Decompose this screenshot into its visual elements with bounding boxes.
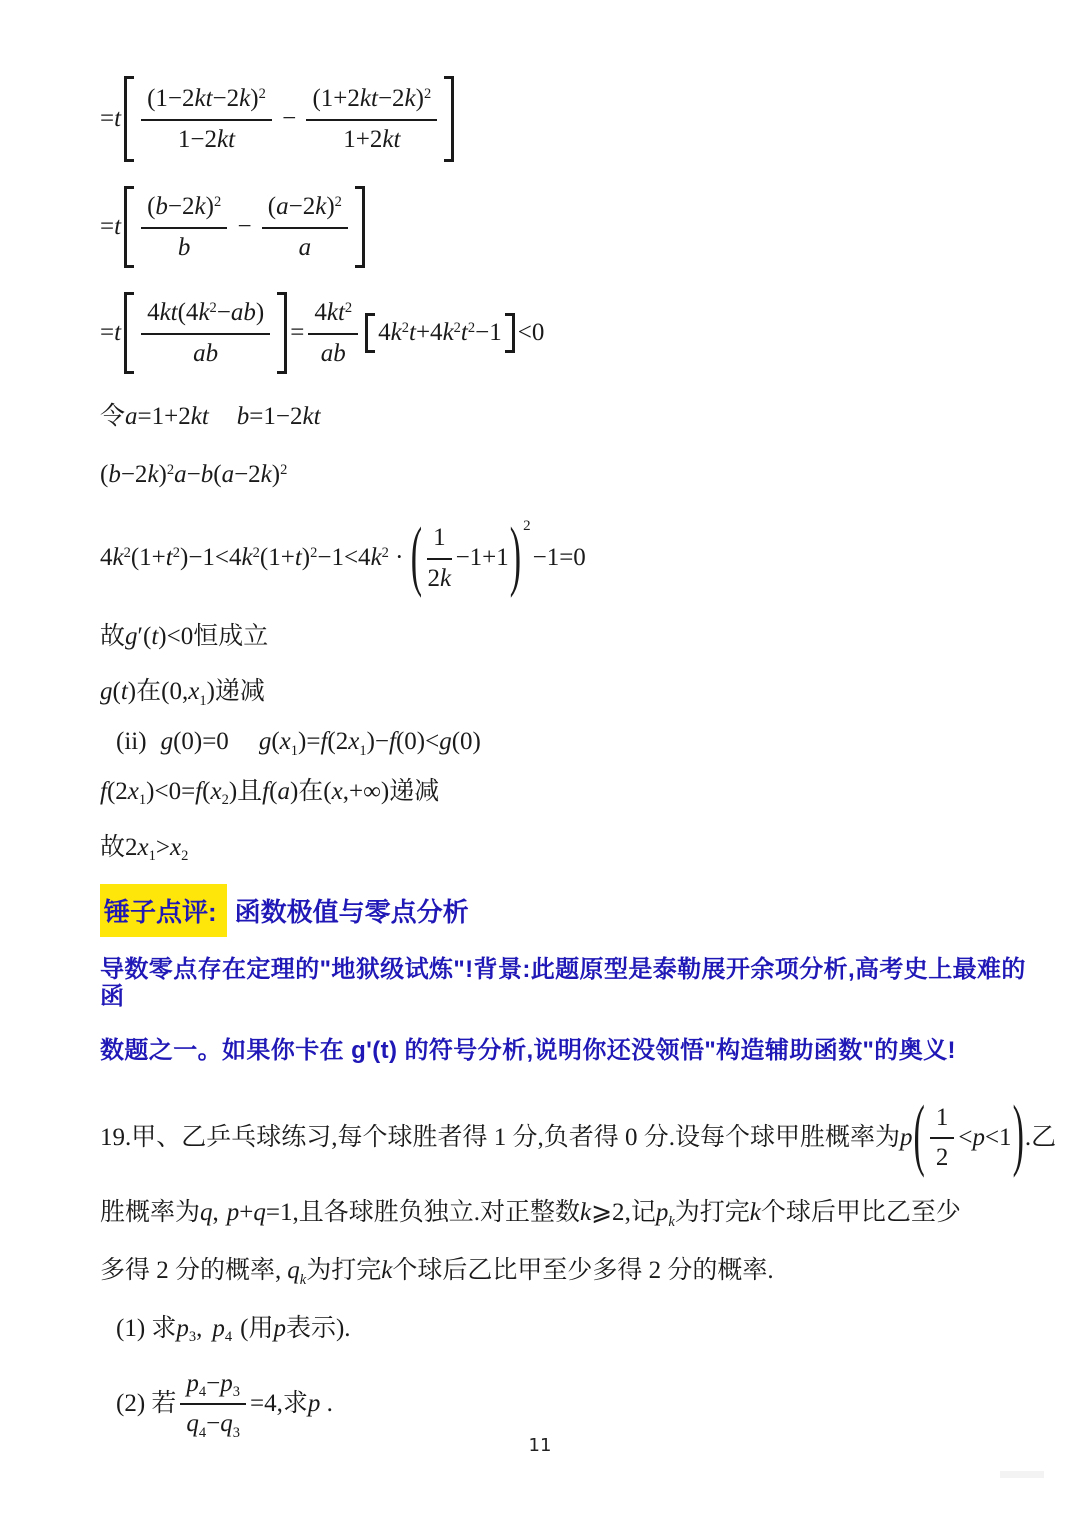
- equation-line-4: [100, 400, 1040, 434]
- fraction-numerator: [180, 1366, 246, 1406]
- left-bracket: [365, 313, 375, 353]
- text-run: g(t)在$(0,x_1)$递减: [100, 678, 265, 709]
- paren-glyph: ): [509, 513, 522, 600]
- subscript: 4: [198, 1384, 207, 1401]
- text-run: 故g′(t)<0恒成立: [100, 622, 269, 650]
- text-run: (1) 求$p_3$,: [116, 1314, 203, 1346]
- text-run: <0: [517, 319, 545, 347]
- text-run: −: [231, 213, 258, 241]
- fraction-numerator: [306, 81, 437, 121]
- left-bracket: [124, 292, 134, 374]
- text-run: =t: [100, 105, 122, 133]
- subscript: k: [668, 1213, 675, 1230]
- text-run: 1−2kt: [177, 126, 236, 153]
- superscript: 2: [209, 300, 217, 317]
- left-bracket: [124, 76, 134, 162]
- comment-body-line-1: 导数零点存在定理的"地狱级试炼"!背景:此题原型是泰勒展开余项分析,高考史上最难的函: [100, 956, 1026, 1010]
- subscript: 1: [290, 742, 298, 759]
- text-run: $(b-2k)^2$: [147, 193, 222, 221]
- page-number: 11: [528, 1435, 552, 1456]
- fraction-denominator: [299, 229, 312, 265]
- superscript: 2: [213, 194, 222, 211]
- superscript: 2: [258, 86, 266, 103]
- fraction-denominator: [343, 121, 400, 157]
- text-run: 19.甲、乙乒乓球练习,每个球胜者得 1 分,负者得 0 分.设每个球甲胜概率为p: [100, 1123, 913, 1151]
- fraction-denominator: [321, 335, 346, 371]
- subscript: 4: [198, 1424, 207, 1441]
- text-run: 2: [935, 1144, 949, 1172]
- superscript: 2: [172, 544, 180, 561]
- superscript: 2: [523, 517, 531, 534]
- superscript: 2: [467, 320, 476, 337]
- text-run: (2) 若: [116, 1389, 177, 1417]
- subscript: 1: [359, 742, 367, 759]
- fraction-denominator: [936, 1139, 949, 1175]
- equation-line-2: [100, 186, 1040, 268]
- text-run: ab: [193, 340, 219, 367]
- superscript: 2: [453, 320, 461, 337]
- text-run: $(1+2kt-2k)^2$: [312, 85, 432, 113]
- fraction: [141, 295, 270, 371]
- fraction-numerator: [141, 81, 272, 121]
- superscript: 2: [166, 461, 175, 478]
- left-bracket: [124, 186, 134, 268]
- solution-equations-block: [100, 76, 1040, 864]
- comment-label-highlight: 锤子点评:: [100, 884, 227, 937]
- comment-title: 函数极值与零点分析: [234, 897, 469, 928]
- text-run: $q_k$为打完k个球后乙比甲至少多得 2 分的概率.: [287, 1257, 774, 1288]
- comment-block: [100, 884, 1040, 1064]
- text-run: =: [290, 319, 305, 347]
- text-run: 故$2x_1>x_2$: [100, 833, 189, 864]
- equation-line-3: [100, 292, 1040, 374]
- subscript: 3: [188, 1329, 197, 1346]
- subscript: 4: [224, 1329, 233, 1346]
- subscript: k: [299, 1271, 307, 1288]
- text-run: $f(2x_1)<0=f(x_2)$且f(a)在(x,+∞)递减: [100, 777, 440, 809]
- equation-line-1: [100, 76, 1040, 162]
- superscript: 2: [334, 194, 342, 211]
- text-run: 1: [935, 1103, 949, 1131]
- text-run: .乙: [1024, 1123, 1057, 1151]
- fraction-numerator: [141, 295, 270, 335]
- text-run: 令a=1+2kt: [100, 403, 209, 430]
- fraction: [180, 1366, 246, 1442]
- equation-line-11: [100, 831, 1040, 865]
- text-run: (ii): [116, 728, 147, 755]
- text-run: =t: [100, 213, 122, 241]
- subscript: 1: [148, 848, 156, 864]
- left-paren: [914, 1092, 925, 1182]
- right-bracket: [444, 76, 454, 162]
- fraction-denominator: [193, 335, 218, 371]
- fraction: [427, 520, 452, 596]
- left-paren: [411, 514, 422, 602]
- fraction: [262, 189, 348, 265]
- equation-line-8: [100, 675, 1040, 709]
- subscript: 1: [199, 692, 207, 709]
- comment-body-line-2: 数题之一。如果你卡在 g'(t) 的符号分析,说明你还没领悟"构造辅助函数"的奥义!: [100, 1037, 956, 1065]
- equation-line-10: [100, 775, 1040, 809]
- text-run: $4k^2(1+t^2)-1<4k^2(1+t)^2-1<4k^2$ ·: [100, 543, 410, 571]
- text-run: $(a-2k)^2$: [267, 193, 342, 221]
- text-run: a: [298, 234, 312, 261]
- text-run: −: [275, 105, 303, 133]
- subscript: 2: [181, 848, 189, 864]
- text-run: =t: [100, 319, 122, 347]
- scan-artifact: [1000, 1471, 1044, 1478]
- text-run: $g(x_1)=f(2x_1)-f(0)<g(0)$: [258, 728, 481, 759]
- superscript: 2: [280, 461, 288, 478]
- problem-19-part-2: [116, 1366, 1040, 1442]
- fraction: [930, 1100, 955, 1176]
- equation-line-7: [100, 620, 1040, 654]
- superscript: 2: [252, 544, 260, 561]
- text-run: −1=0: [532, 543, 586, 571]
- problem-19-part-1: [116, 1312, 1040, 1346]
- text-run: $(b-2k)^2a-b(a-2k)^2$: [100, 460, 288, 488]
- subscript: 3: [232, 1424, 241, 1441]
- fraction-denominator: [428, 560, 452, 596]
- text-run: $p_4-p_3$: [186, 1369, 241, 1401]
- problem-19-line-3: [100, 1254, 1040, 1288]
- problem-19-line-1: [100, 1092, 1057, 1182]
- equation-line-5: [100, 458, 1040, 492]
- text-run: 2k: [427, 564, 452, 592]
- right-bracket: [505, 313, 515, 353]
- fraction: [141, 81, 272, 157]
- fraction-denominator: [178, 121, 235, 157]
- text-run: p+q=1,且各球胜负独立.对正整数k⩾2,记$p_k$为打完k个球后甲比乙至少: [226, 1199, 961, 1230]
- text-run: b=1−2kt: [236, 403, 321, 430]
- fraction: [308, 295, 358, 371]
- equation-line-9: [116, 725, 1040, 759]
- text-run: 1+2kt: [343, 126, 401, 153]
- right-paren: [510, 514, 521, 602]
- superscript: 2: [381, 544, 389, 561]
- fraction-numerator: [262, 189, 348, 229]
- text-run: 多得 2 分的概率,: [100, 1257, 282, 1285]
- superscript: 2: [401, 320, 409, 337]
- right-bracket: [277, 292, 287, 374]
- text-run: =4,求p .: [250, 1389, 333, 1417]
- text-run: g(0)=0: [160, 728, 229, 755]
- subscript: 2: [221, 792, 229, 809]
- text-run: $4kt^2$: [314, 299, 353, 327]
- fraction-denominator: [178, 229, 191, 265]
- superscript: 2: [123, 544, 131, 561]
- text-run: $p_4$: [212, 1314, 233, 1346]
- fraction-numerator: [427, 520, 452, 560]
- subscript: 1: [138, 792, 147, 809]
- text-run: $4k^2t+4k^2t^2-1$: [378, 319, 502, 347]
- paren-glyph: (: [913, 1092, 925, 1181]
- superscript: 2: [344, 300, 353, 317]
- paren-glyph: (: [410, 513, 423, 600]
- fraction-numerator: [308, 295, 358, 335]
- paren-glyph: ): [1012, 1092, 1024, 1181]
- text-run: 胜概率为q,: [100, 1199, 219, 1227]
- right-bracket: [355, 186, 365, 268]
- comment-title-line: [100, 884, 1040, 937]
- fraction: [141, 189, 227, 265]
- text-run: $4kt(4k^2-ab)$: [147, 299, 265, 327]
- text-run: <p<1: [958, 1123, 1012, 1151]
- problem-19-block: [100, 1092, 1057, 1441]
- equation-line-6: [100, 514, 1040, 602]
- text-run: b: [177, 234, 191, 261]
- problem-19-line-2: [100, 1196, 1040, 1230]
- text-run: 1: [433, 523, 446, 551]
- fraction: [306, 81, 437, 157]
- text-run: −1+1: [455, 543, 509, 571]
- fraction-numerator: [930, 1100, 955, 1140]
- text-run: (用p表示).: [240, 1314, 351, 1342]
- text-run: ab: [320, 340, 346, 367]
- right-paren: [1013, 1092, 1024, 1182]
- superscript: 2: [310, 544, 318, 561]
- subscript: 3: [232, 1384, 241, 1401]
- text-run: $q_4-q_3$: [186, 1410, 241, 1441]
- superscript: 2: [423, 86, 432, 103]
- text-run: $(1-2kt-2k)^2$: [147, 85, 266, 113]
- fraction-numerator: [141, 189, 227, 229]
